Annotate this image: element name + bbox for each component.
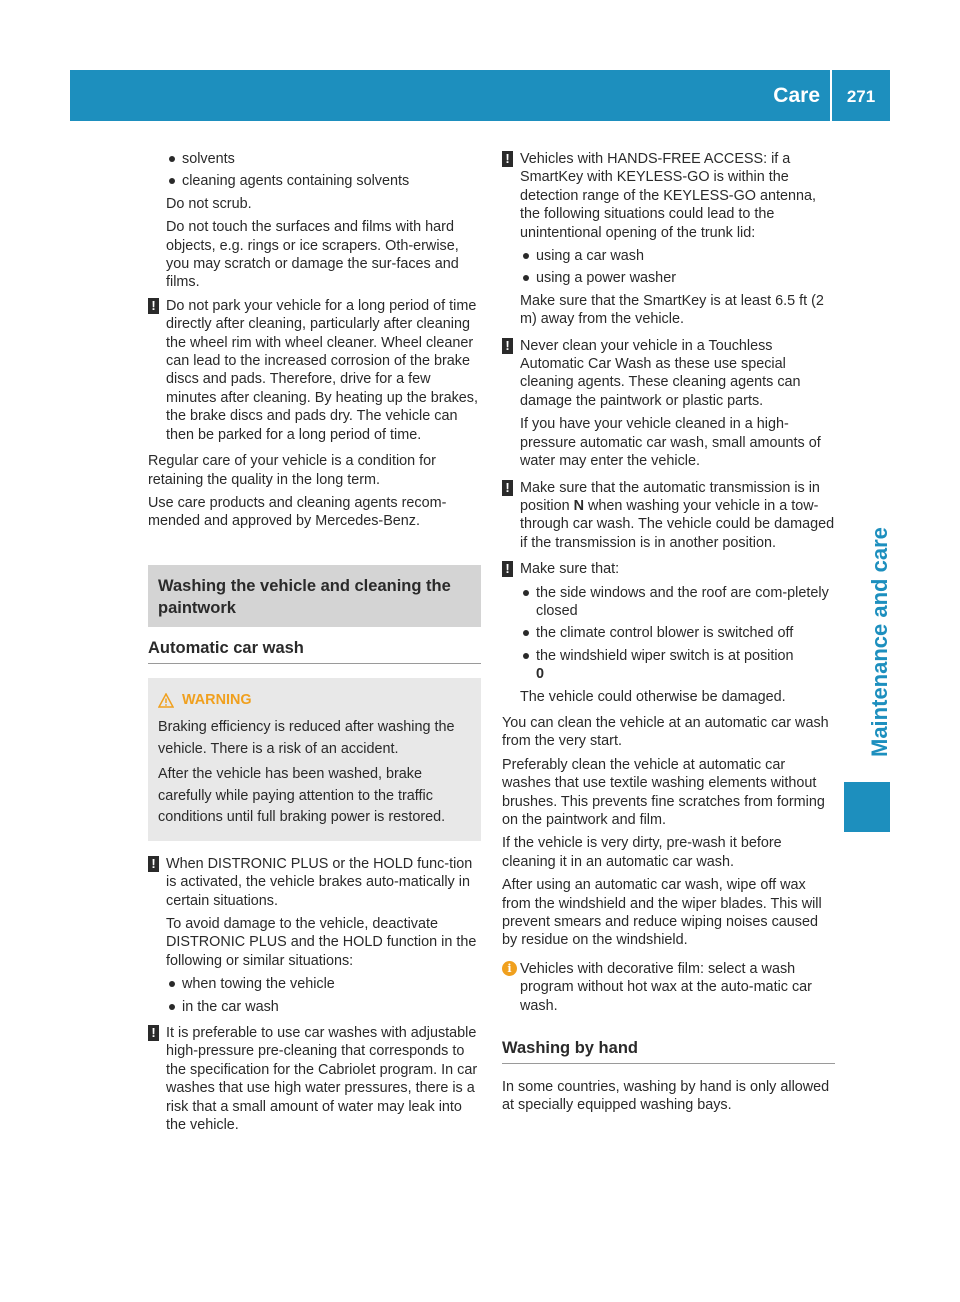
note-text: Make sure that the automatic transmission is in position: [520, 479, 820, 514]
paragraph-after: After using an automatic car wash, wipe off wax from the windshield and the wiper blades. This will prevent smears and reduce wiping noises caused by residue on the windshield.: [502, 877, 822, 949]
note-text: Never clean your vehicle in a Touchless Automatic Car Wash as these use special cleaning agents. These cleaning agents can damage the paintwork or plastic parts.: [520, 337, 801, 409]
subhead-automatic: Automatic car wash: [148, 637, 481, 664]
paragraph-use: Use care products and cleaning agents recom-mended and approved by Mercedes-Benz.: [148, 494, 447, 530]
paragraph-highpressure: If you have your vehicle cleaned in a high-pressure automatic car wash, small amounts of water may enter the vehicle.: [520, 416, 821, 470]
header-title: Care: [773, 84, 820, 107]
note-makesure: [502, 560, 835, 706]
note-park: [148, 297, 481, 444]
wiper-text: the windshield wiper switch is at position: [536, 647, 794, 664]
note-text: Vehicles with HANDS-FREE ACCESS: if a SmartKey with KEYLESS-GO is within the detection range of the KEYLESS-GO antenna, the following situations could lead to the unintentional opening of the trunk lid:: [520, 151, 816, 241]
warning-label: WARNING: [182, 691, 252, 708]
note-text-after: when washing your vehicle in a tow-through car wash. The vehicle could be damaged if the transmission is in another position.: [520, 497, 835, 551]
note-text: It is preferable to use car washes with adjustable high-pressure pre-cleaning that corresponds to the specification for the Cabriolet program. In car washes that use high water pressures, there is a risk that a small amount of water may leak into the vehicle.: [166, 1024, 478, 1133]
exclamation-icon: !: [502, 480, 513, 496]
paragraph-touch: Do not touch the surfaces and films with hard objects, e.g. rings or ice scrapers. Oth-erwise, you may scratch or damage the sur-faces and films.: [166, 219, 459, 291]
side-tab: [844, 470, 890, 770]
wiper-position: 0: [536, 666, 545, 683]
warning-text-2: After the vehicle has been washed, brake carefully while paying attention to the traffic conditions until full braking power is restored.: [158, 766, 446, 826]
list-item: using a power washer: [520, 269, 835, 287]
page-header: [70, 70, 890, 121]
left-column: [148, 150, 481, 1142]
list-item: [520, 647, 835, 684]
bullet-list-makesure: [520, 584, 835, 684]
list-item: in the car wash: [166, 998, 481, 1016]
list-item: when towing the vehicle: [166, 975, 481, 993]
list-item: using a car wash: [520, 247, 835, 265]
info-film: [502, 960, 835, 1015]
exclamation-icon: !: [148, 1025, 159, 1041]
page-number: 271: [846, 87, 876, 106]
warning-triangle-icon: [158, 693, 174, 708]
paragraph-regular: Regular care of your vehicle is a condition for retaining the quality in the long term.: [148, 453, 436, 488]
section-title: Washing the vehicle and cleaning the paintwork: [148, 565, 481, 627]
note-text: Make sure that:: [520, 561, 620, 578]
right-column: [502, 150, 835, 1120]
note-touchless: [502, 337, 835, 471]
bullet-list-solvents: [148, 150, 481, 191]
paragraph-smartkey: Make sure that the SmartKey is at least 6.5 ft (2 m) away from the vehicle.: [520, 292, 824, 328]
paragraph-can-clean: You can clean the vehicle at an automatic car wash from the very start.: [502, 714, 829, 750]
note-text-avoid: To avoid damage to the vehicle, deactivate DISTRONIC PLUS and the HOLD function in the following or similar situations:: [166, 915, 477, 969]
list-item: the climate control blower is switched off: [520, 624, 835, 642]
note-distronic: [148, 855, 481, 1016]
note-preferable: [148, 1024, 481, 1134]
exclamation-icon: !: [502, 151, 513, 167]
subhead-hand: Washing by hand: [502, 1037, 835, 1064]
list-item: solvents: [166, 150, 481, 168]
list-item: cleaning agents containing solvents: [166, 172, 481, 190]
note-handsfree: [502, 150, 835, 329]
list-item: the side windows and the roof are com-pletely closed: [520, 584, 835, 621]
exclamation-icon: !: [148, 298, 159, 314]
note-transmission: [502, 479, 835, 553]
info-icon: i: [502, 961, 517, 976]
warning-box: [148, 678, 481, 841]
paragraph-scrub: Do not scrub.: [166, 195, 252, 212]
transmission-position: N: [573, 497, 585, 514]
exclamation-icon: !: [148, 856, 159, 872]
note-text: Do not park your vehicle for a long period of time directly after cleaning, particularly after cleaning the wheel rim with wheel cleaner. Wheel cleaner can lead to the increased corrosion of the brake discs and pads. Therefore, drive for a few minutes after cleaning. By heating up the brakes, the brake discs and pads dry. The vehicle can then be parked for a long period of time.: [166, 297, 478, 443]
side-tab-block: [844, 782, 890, 832]
paragraph-dirty: If the vehicle is very dirty, pre-wash it before cleaning it in an automatic car wash.: [502, 835, 782, 870]
side-tab-label: Maintenance and care: [867, 527, 892, 757]
note-text: When DISTRONIC PLUS or the HOLD func-tion is activated, the vehicle brakes auto-matically in certain situations.: [166, 855, 473, 909]
info-text: Vehicles with decorative film: select a wash program without hot wax at the auto-matic car wash.: [520, 960, 812, 1014]
bullet-list-handsfree: [520, 247, 835, 288]
warning-title: [158, 690, 471, 712]
bullet-list-distronic: [166, 975, 481, 1016]
paragraph-preferably: Preferably clean the vehicle at automatic car washes that use textile washing elements without brushes. This prevents fine scratches from forming on the paintwork and film.: [502, 756, 825, 828]
exclamation-icon: !: [502, 338, 513, 354]
paragraph-damaged: The vehicle could otherwise be damaged.: [520, 688, 786, 705]
exclamation-icon: !: [502, 561, 513, 577]
paragraph-countries: In some countries, washing by hand is only allowed at specially equipped washing bays.: [502, 1079, 830, 1114]
warning-text-1: Braking efficiency is reduced after washing the vehicle. There is a risk of an accident.: [158, 719, 455, 757]
